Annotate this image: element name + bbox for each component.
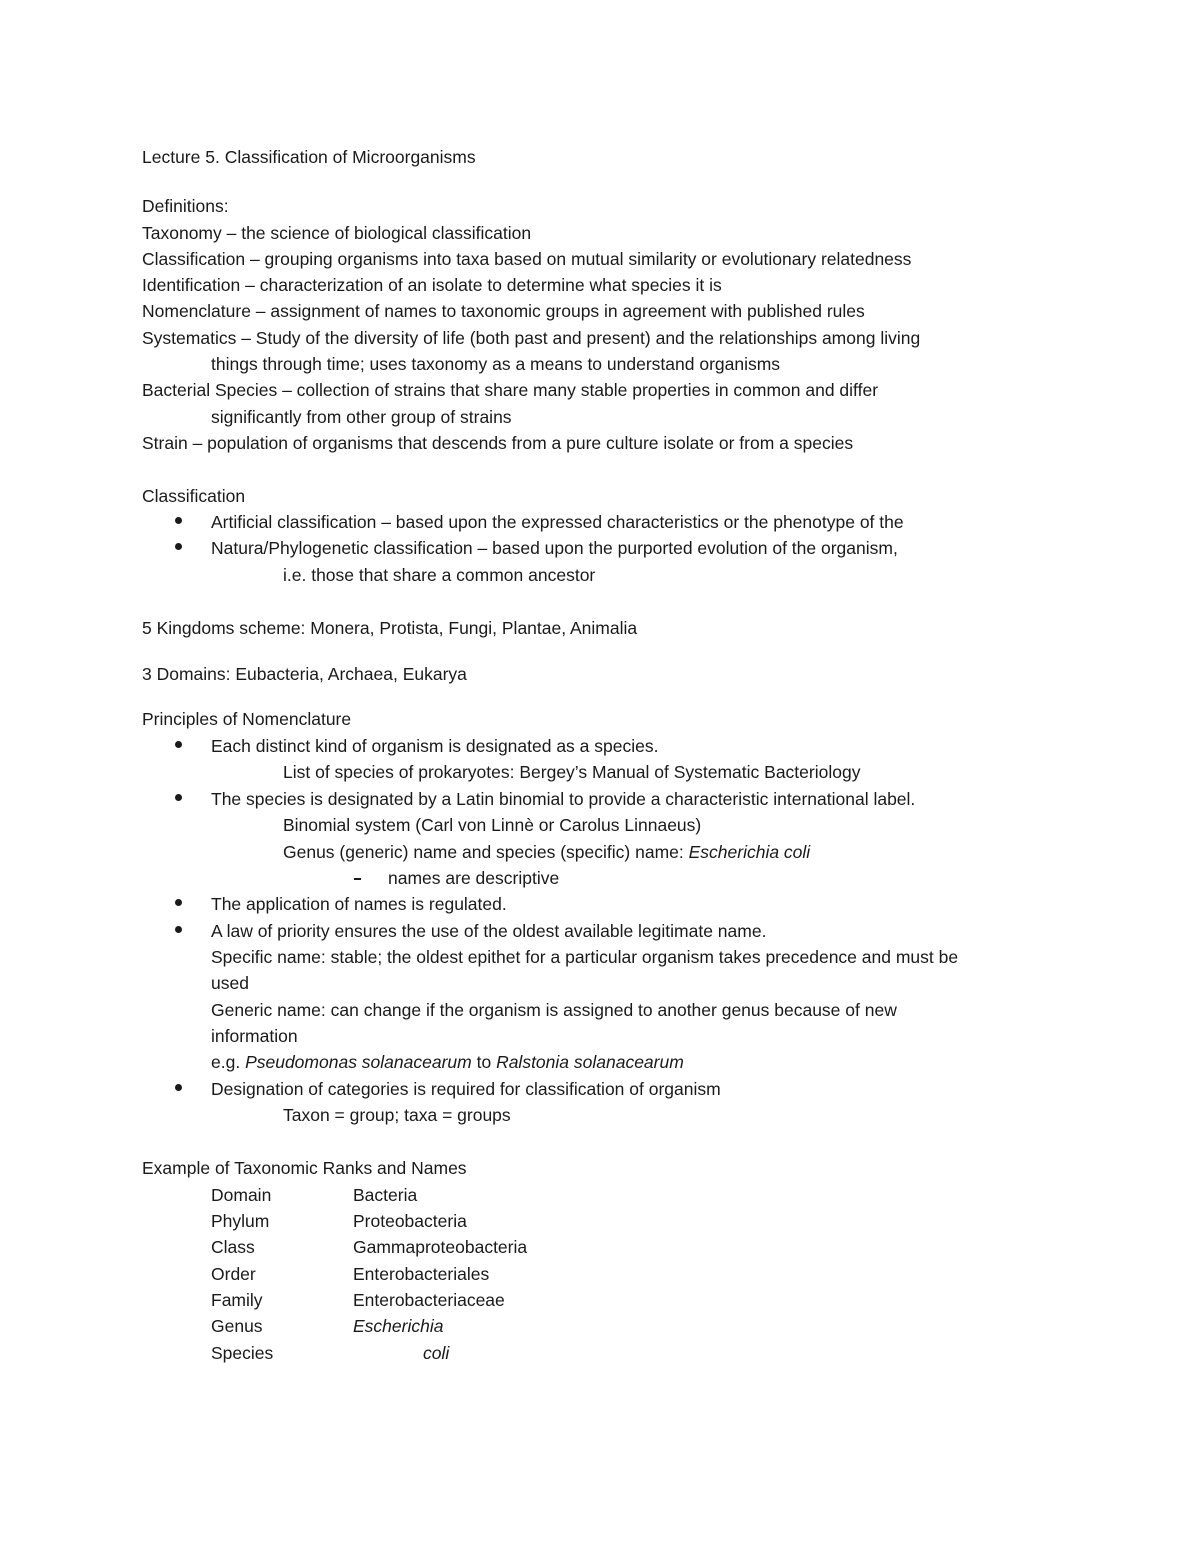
rank-name: Bacteria [353, 1185, 418, 1205]
rank-name: coli [423, 1343, 450, 1363]
rank-label: Domain [211, 1185, 272, 1205]
rank-name: Enterobacteriaceae [353, 1290, 505, 1310]
definition-bacterial-species-cont: significantly from other group of strains [211, 407, 512, 427]
definition-strain: Strain – population of organisms that descends from a pure culture isolate or from a species [142, 433, 854, 453]
rank-label: Class [211, 1237, 255, 1257]
bullet-icon [175, 741, 182, 748]
classification-natural: Natura/Phylogenetic classification – based upon the purported evolution of the organism, [211, 538, 898, 558]
classification-artificial: Artificial classification – based upon the expressed characteristics or the phenotype of the [211, 512, 904, 532]
page-title: Lecture 5. Classification of Microorganisms [142, 147, 476, 167]
classification-heading: Classification [142, 486, 246, 506]
bullet-icon [175, 794, 182, 801]
nomenclature-heading: Principles of Nomenclature [142, 709, 352, 729]
bullet-icon [175, 543, 182, 550]
bullet-icon [175, 1084, 182, 1091]
kingdoms-scheme: 5 Kingdoms scheme: Monera, Protista, Fungi, Plantae, Animalia [142, 618, 638, 638]
nomenclature-dash-item: names are descriptive [388, 868, 560, 888]
nomenclature-principle-2: The species is designated by a Latin binomial to provide a characteristic international label. [211, 789, 916, 809]
nomenclature-generic-name-cont: information [211, 1026, 298, 1046]
definition-identification: Identification – characterization of an isolate to determine what species it is [142, 275, 722, 295]
rank-label: Order [211, 1264, 256, 1284]
rank-label: Family [211, 1290, 263, 1310]
nomenclature-principle-2-sub-1: Binomial system (Carl von Linnè or Carolus Linnaeus) [283, 815, 702, 835]
example-new-name: Ralstonia solanacearum [496, 1052, 684, 1072]
rank-name: Escherichia [353, 1316, 444, 1336]
example-prefix: e.g. [211, 1052, 246, 1072]
definition-nomenclature: Nomenclature – assignment of names to taxonomic groups in agreement with published rules [142, 301, 865, 321]
example-binomial: Escherichia coli [688, 842, 811, 862]
rank-name: Gammaproteobacteria [353, 1237, 528, 1257]
nomenclature-principle-2-sub-2 [283, 841, 810, 863]
nomenclature-specific-name: Specific name: stable; the oldest epithet for a particular organism takes precedence and must be [211, 947, 959, 967]
definition-bacterial-species: Bacterial Species – collection of strains that share many stable properties in common and differ [142, 380, 879, 400]
nomenclature-principle-1: Each distinct kind of organism is designated as a species. [211, 736, 659, 756]
rank-label: Species [211, 1343, 274, 1363]
definition-taxonomy: Taxonomy – the science of biological classification [142, 223, 532, 243]
rank-label: Phylum [211, 1211, 270, 1231]
definition-systematics-cont: things through time; uses taxonomy as a means to understand organisms [211, 354, 781, 374]
definition-systematics: Systematics – Study of the diversity of life (both past and present) and the relationships among living [142, 328, 921, 348]
genus-species-label: Genus (generic) name and species (specific) name: [283, 842, 689, 862]
rank-name: Enterobacteriales [353, 1264, 490, 1284]
nomenclature-example [211, 1051, 684, 1073]
rank-name: Proteobacteria [353, 1211, 467, 1231]
domains-scheme: 3 Domains: Eubacteria, Archaea, Eukarya [142, 664, 467, 684]
bullet-icon [175, 517, 182, 524]
bullet-icon [175, 899, 182, 906]
example-old-name: Pseudomonas solanacearum [245, 1052, 472, 1072]
ranks-heading: Example of Taxonomic Ranks and Names [142, 1158, 467, 1178]
nomenclature-principle-3: The application of names is regulated. [211, 894, 507, 914]
example-to: to [471, 1052, 497, 1072]
definitions-heading: Definitions: [142, 196, 229, 216]
nomenclature-specific-name-cont: used [211, 973, 249, 993]
bullet-icon [175, 926, 182, 933]
dash-icon [354, 878, 361, 880]
definition-classification: Classification – grouping organisms into taxa based on mutual similarity or evolutionary relatedness [142, 249, 912, 269]
classification-natural-cont: i.e. those that share a common ancestor [283, 565, 596, 585]
nomenclature-principle-5: Designation of categories is required for classification of organism [211, 1079, 721, 1099]
nomenclature-generic-name: Generic name: can change if the organism is assigned to another genus because of new [211, 1000, 897, 1020]
nomenclature-principle-4: A law of priority ensures the use of the oldest available legitimate name. [211, 921, 767, 941]
rank-label: Genus [211, 1316, 263, 1336]
nomenclature-principle-5-sub: Taxon = group; taxa = groups [283, 1105, 511, 1125]
nomenclature-principle-1-sub: List of species of prokaryotes: Bergey’s Manual of Systematic Bacteriology [283, 762, 861, 782]
